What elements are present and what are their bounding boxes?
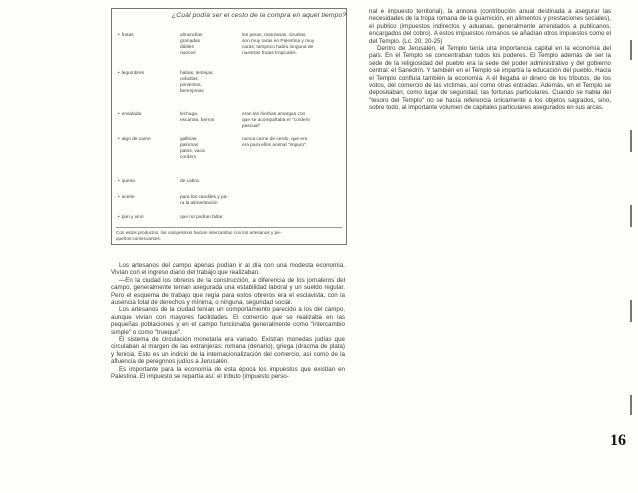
category-label: aceite (121, 195, 135, 200)
left-column-text (111, 262, 345, 381)
category-label: ensalada (121, 112, 142, 117)
edge-mark (630, 40, 632, 60)
category-ensalada (118, 112, 141, 118)
paragraph: Los artesanos de la ciudad tenían un comportamiento parecido a los del campo, aunque vivían con mayores facilidades. El comercio que se realizaba en las pequeñas poblaciones y en el campo funcionaba generalmente como "intercambio simple" o como "trueque". (111, 306, 345, 336)
items-ensalada: lechuga, escarola, berros (180, 112, 215, 123)
category-label: frutas (121, 33, 134, 38)
note-carne: nunca carne de cerdo, que era era para ellos animal "impuro". (242, 137, 308, 148)
category-label: queso (121, 179, 135, 184)
items-frutas: almendras granadas dátiles nueces (180, 33, 203, 56)
category-label: pan y vino (121, 215, 144, 220)
category-label: algo de carne (121, 137, 151, 142)
bullet-icon: • (118, 112, 120, 117)
edge-mark (630, 395, 632, 415)
paragraph: Los artesanos del campo apenas podían ir al día con una modesta economía. Vivían con el ingreso diario del trabajo que realizaban. (111, 262, 345, 277)
shopping-basket-box (111, 8, 347, 245)
paragraph: El sistema de circulación monetaria era variado. Existían monedas judías que circulaban al margen de las extranjeras: romana (denario), griega (dracma de plata) y fenicia. Esto es un indicio de la internacionalización del comercio, así como de la afluencia de peregrinos judíos a Jerusalén. (111, 336, 345, 366)
items-carne: gallinas palomas patos, vaca cordero (180, 137, 205, 160)
edge-mark (630, 205, 632, 227)
right-column-text (369, 8, 611, 112)
category-carne (118, 137, 151, 143)
edge-mark (630, 300, 632, 322)
paragraph: —En la ciudad los obreros de la construcción, a diferencia de los jornaleros del campo, generalmente tenían asegurada una estabilidad laboral y un sueldo regular. Pero el esquema de trabajo que regía para estos obreros era el esclavista, con la ausencia total de derechos y mínima, o ninguna, seguridad social. (111, 276, 345, 307)
bullet-icon: • (118, 137, 120, 142)
paragraph: nal e impuesto territorial), la annona (contribución anual destinada a asegurar las necesidades de la tropa romana de la guarnición, en alimentos y prestaciones sociales), el publico (impuestos indirectos y aduanas, generalmente arrendados a publicanos, encargados del cobro). A estos impuestos romanos se añadían otros impuestos como el del Templo. (Lc. 20, 20-25) (369, 8, 611, 45)
category-queso (118, 179, 135, 185)
note-ensalada: eran las hierbas amargas con que se acompañaba el "cordero pascual" (242, 112, 310, 129)
page-number: 16 (610, 432, 626, 449)
note-frutas: les peras, manzanas, ciruelas son muy raras en Palestina y muy caras; tampoco había ninguna de nuestras frutas tropicales. (242, 33, 315, 56)
edge-mark (630, 130, 632, 152)
paragraph: Es importante para la economía de esta época los impuestos que existían en Palestina. El impuesto se repartía así: el tributo (impuesto perso- (111, 365, 345, 381)
items-aceite: para los candiles y pa- ra la alimentación (180, 195, 228, 206)
category-legumbres (118, 71, 144, 77)
box-title: ¿Cuál podía ser el cesto de la compra en aquel tiempo? (172, 12, 347, 19)
box-footnote: Con estos productos, los campesinos hacían intercambio con los artesanos y pe- queños comerciantes. (116, 230, 282, 241)
footnote-divider (116, 227, 342, 228)
bullet-icon: • (118, 33, 120, 38)
category-label: legumbres (121, 71, 145, 76)
bullet-icon: • (118, 71, 120, 76)
category-frutas (118, 33, 134, 39)
items-pan-vino: que no podían faltar (180, 215, 223, 220)
category-pan-vino (118, 215, 144, 221)
bullet-icon: • (118, 195, 120, 200)
items-queso: de cabra (180, 179, 199, 184)
category-aceite (118, 195, 135, 201)
bullet-icon: • (118, 215, 120, 220)
paragraph: Dentro de Jerusalén, el Templo tenía una importancia capital en la economía del país. En el Templo se concentraban todos los poderes. El Templo además de ser la sede de la religiosidad del pueblo era la sede del poder administrativo y del gobierno central: el Sanedrín. Y también en el Templo se impartía la educación del pueblo. Hacia el Templo confluía también la economía. A él llegaba el dinero de los tributos, de los votos, del comercio de las víctimas, así como otras entradas. Además, en el Templo se depositaban, como lugar de seguridad, las fortunas particulares. Cuando se habla del "tesoro del Templo" no se hacía referencia únicamente a los objetos sagrados, sino, sobre todo, al importante volumen de capitales particulares asegurados en sus arcas. (369, 45, 611, 112)
bullet-icon: • (118, 179, 120, 184)
items-legumbres: habas, lentejas, cebollas, pimientos, berenjenas (180, 71, 214, 94)
